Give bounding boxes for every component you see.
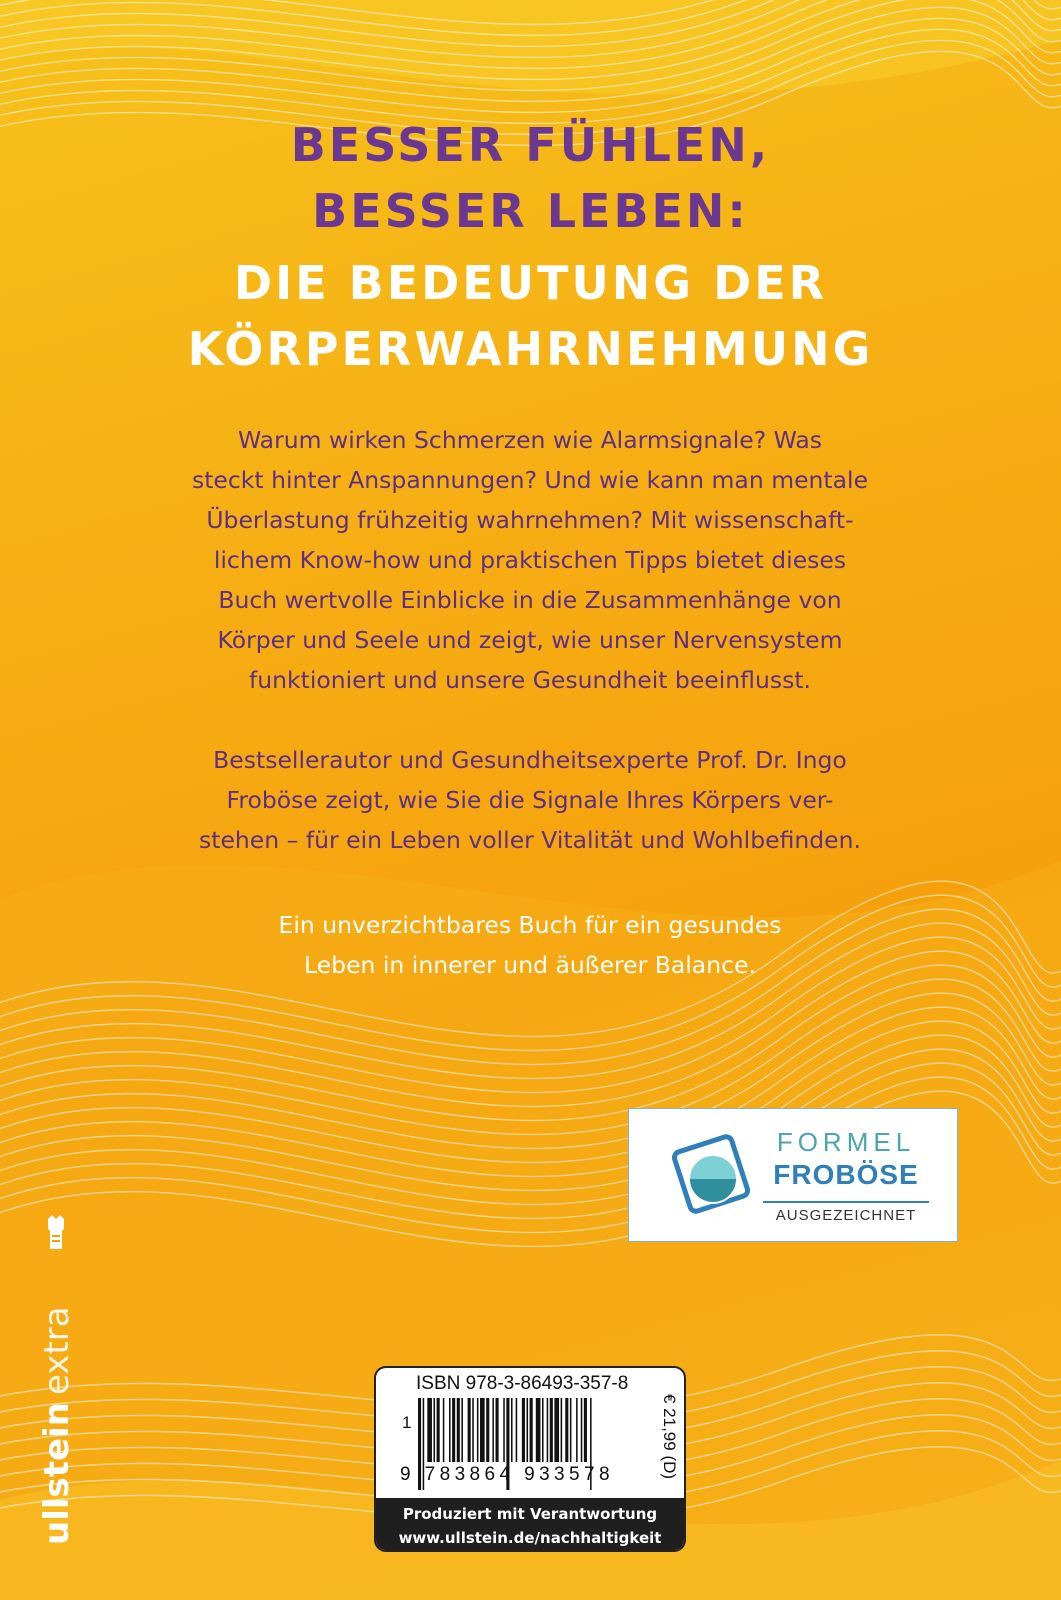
barcode-bar bbox=[547, 1398, 549, 1462]
barcode-bar bbox=[427, 1398, 432, 1462]
headline-line-3: DIE BEDEUTUNG DER bbox=[233, 256, 828, 310]
barcode-bar bbox=[522, 1398, 525, 1462]
description-paragraph bbox=[130, 420, 930, 700]
publisher-logo bbox=[20, 1215, 80, 1555]
headline-line-4: KÖRPERWAHRNEHMUNG bbox=[187, 322, 874, 376]
description-line: Körper und Seele und zeigt, wie unser Nervensystem bbox=[217, 626, 843, 654]
description-line: Warum wirken Schmerzen wie Alarmsignale? Was bbox=[237, 426, 823, 454]
barcode-bar bbox=[437, 1398, 440, 1462]
footer-line-2: www.ullstein.de/nachhaltigkeit bbox=[398, 1529, 662, 1547]
barcode-bar bbox=[561, 1398, 563, 1462]
barcode-bar bbox=[434, 1398, 436, 1462]
price-text: € 21,99 (D) bbox=[660, 1394, 679, 1480]
barcode-first-digit: 1 bbox=[402, 1413, 412, 1432]
barcode-bar bbox=[542, 1398, 544, 1462]
description-line: Überlastung frühzeitig wahrnehmen? Mit wissenschaft- bbox=[206, 506, 854, 534]
barcode-label bbox=[374, 1366, 686, 1552]
barcode-bar bbox=[584, 1398, 587, 1462]
barcode-bar bbox=[486, 1398, 489, 1462]
barcode-bar bbox=[468, 1398, 471, 1462]
description-line: lichem Know-how und praktischen Tipps bietet dieses bbox=[213, 546, 847, 574]
barcode-bar bbox=[503, 1398, 505, 1462]
author-line: Bestsellerautor und Gesundheitsexperte Prof. Dr. Ingo bbox=[213, 746, 847, 774]
barcode-bar bbox=[461, 1398, 463, 1462]
publisher-name-bold: ullstein bbox=[37, 1402, 77, 1545]
closing-line: Leben in innerer und äußerer Balance. bbox=[304, 951, 756, 979]
barcode-bar bbox=[527, 1398, 529, 1462]
description-line: funktioniert und unsere Gesundheit beeinflusst. bbox=[248, 666, 812, 694]
badge-divider bbox=[763, 1201, 929, 1203]
description-line: Buch wertvolle Einblicke in die Zusammenhänge von bbox=[218, 586, 842, 614]
barcode-bar bbox=[536, 1398, 541, 1462]
barcode-bar bbox=[480, 1398, 485, 1462]
barcode-bar bbox=[530, 1398, 533, 1462]
footer-line-1: Produziert mit Verantwortung bbox=[402, 1505, 658, 1523]
barcode-bar bbox=[550, 1398, 553, 1462]
barcode-bar bbox=[570, 1398, 572, 1462]
barcode-bar bbox=[496, 1398, 499, 1462]
author-paragraph bbox=[130, 740, 930, 860]
sustainability-footer bbox=[376, 1498, 684, 1552]
barcode-bar bbox=[457, 1398, 460, 1462]
barcode-bar bbox=[576, 1398, 578, 1462]
barcode-bar bbox=[452, 1398, 455, 1462]
barcode-digits: 9 783864 933578 bbox=[400, 1464, 614, 1485]
isbn-text: ISBN 978-3-86493-357-8 bbox=[416, 1373, 629, 1394]
author-line: Froböse zeigt, wie Sie die Signale Ihres Körpers ver- bbox=[226, 786, 834, 814]
author-line: stehen – für ein Leben voller Vitalität und Wohlbefinden. bbox=[198, 826, 862, 854]
price-label bbox=[659, 1392, 679, 1492]
headline-line-2: BESSER LEBEN: bbox=[312, 184, 749, 238]
badge-brand: FROBÖSE bbox=[773, 1159, 919, 1190]
barcode-bar bbox=[565, 1398, 568, 1462]
badge-title: FORMEL bbox=[776, 1127, 916, 1157]
barcode-bar bbox=[449, 1398, 451, 1462]
headline-line-1: BESSER FÜHLEN, bbox=[290, 118, 771, 172]
barcode-bar bbox=[477, 1398, 479, 1462]
barcode-bar bbox=[511, 1398, 513, 1462]
barcode-bar bbox=[516, 1398, 518, 1462]
barcode-bar bbox=[581, 1398, 583, 1462]
barcode-bar bbox=[554, 1398, 559, 1462]
formel-logo-icon bbox=[663, 1129, 759, 1225]
badge-subtitle: AUSGEZEICHNET bbox=[775, 1207, 917, 1224]
closing-line: Ein unverzichtbares Buch für ein gesundes bbox=[278, 911, 782, 939]
closing-paragraph bbox=[130, 905, 930, 985]
description-line: steckt hinter Anspannungen? Und wie kann man mentale bbox=[191, 466, 869, 494]
barcode-bar bbox=[472, 1398, 474, 1462]
publisher-name-light: extra bbox=[37, 1306, 77, 1395]
formel-froboese-badge bbox=[628, 1108, 958, 1242]
barcode-bar bbox=[443, 1398, 445, 1462]
owl-icon bbox=[48, 1215, 64, 1249]
barcode-bar bbox=[492, 1398, 494, 1462]
